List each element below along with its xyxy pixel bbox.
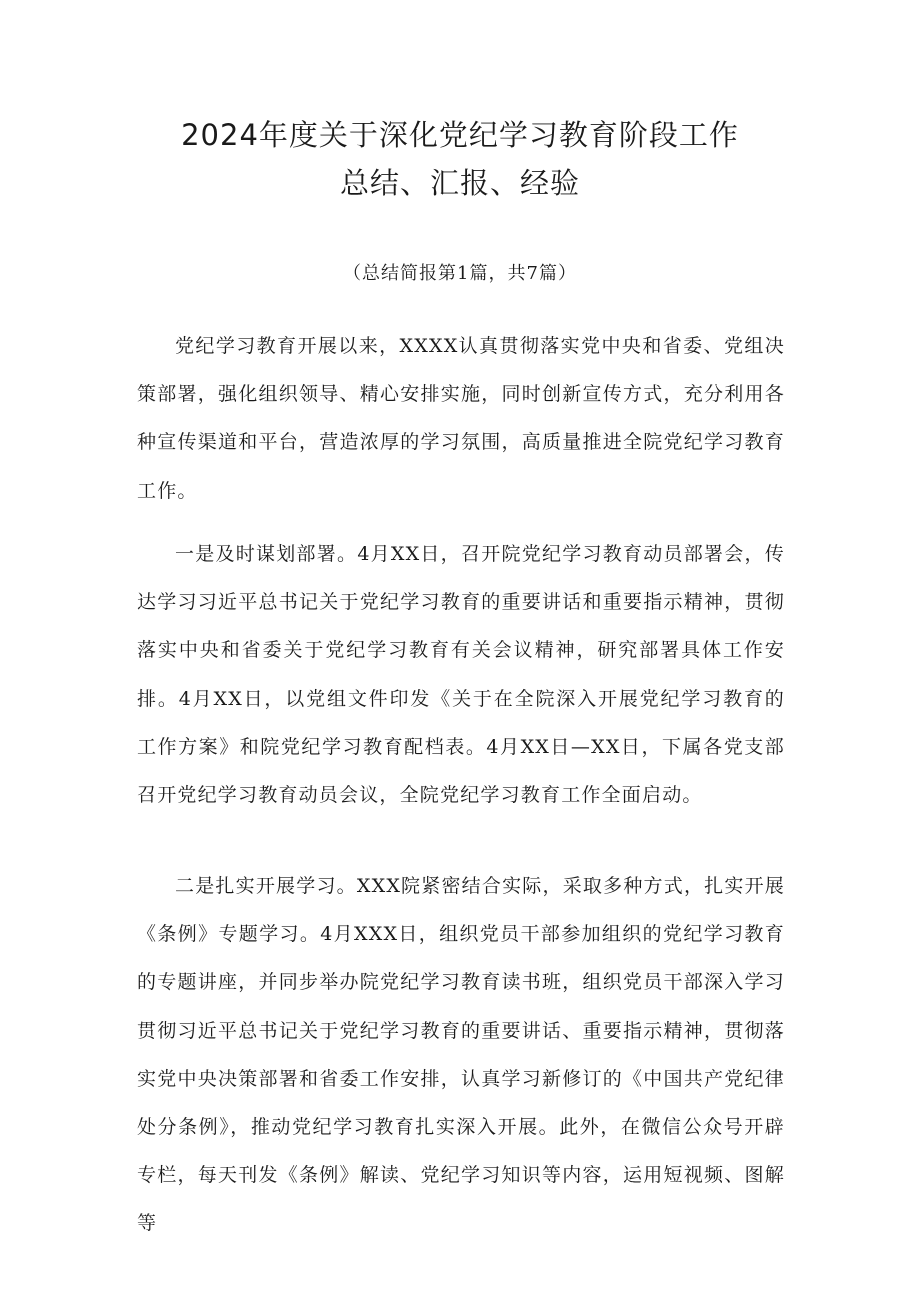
document-title-line-2: 总结、汇报、经验 (339, 166, 580, 200)
document-title-line-1: 2024年度关于深化党纪学习教育阶段工作 (181, 118, 739, 152)
document-subtitle: （总结简报第1篇，共7篇） (343, 263, 577, 284)
body-paragraph-planning: 一是及时谋划部署。4月XX日，召开院党纪学习教育动员部署会，传达学习习近平总书记关于党纪学习教育的重要讲话和重要指示精神，贯彻落实中央和省委关于党纪学习教育有关会议精神，研究部署具体工作安排。4月XX日，以党组文件印发《关于在全院深入开展党纪学习教育的工作方案》和院党纪学习教育配档表。4月XX日—XX日，下属各党支部召开党纪学习教育动员会议，全院党纪学习教育工作全面启动。 (137, 543, 785, 807)
body-paragraph-study: 二是扎实开展学习。XXX院紧密结合实际，采取多种方式，扎实开展《条例》专题学习。4月XXX日，组织党员干部参加组织的党纪学习教育的专题讲座，并同步举办院党纪学习教育读书班，组织党员干部深入学习贯彻习近平总书记关于党纪学习教育的重要讲话、重要指示精神，贯彻落实党中央决策部署和省委工作安排，认真学习新修订的《中国共产党纪律处分条例》，推动党纪学习教育扎实深入开展。此外，在微信公众号开辟专栏，每天刊发《条例》解读、党纪学习知识等内容，运用短视频、图解等 (137, 875, 785, 1235)
body-paragraph-intro: 党纪学习教育开展以来，XXXX认真贯彻落实党中央和省委、党组决策部署，强化组织领导、精心安排实施，同时创新宣传方式，充分利用各种宣传渠道和平台，营造浓厚的学习氛围，高质量推进全院党纪学习教育工作。 (137, 335, 785, 502)
